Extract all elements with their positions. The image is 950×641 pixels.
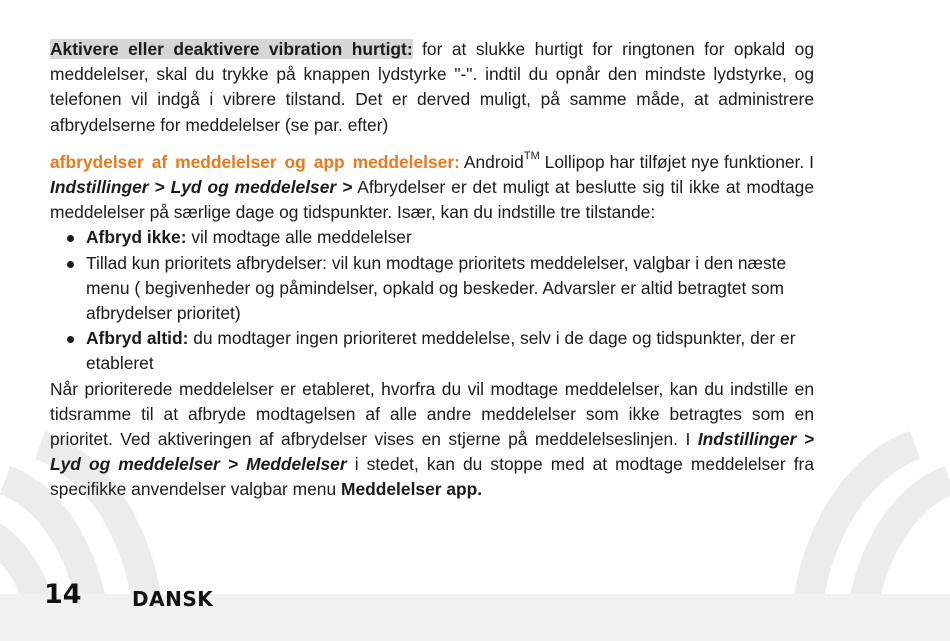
modes-list [50, 225, 814, 376]
settings-path: Indstillinger > Lyd og meddelelser > Meddelelser [50, 429, 815, 475]
settings-path: Indstillinger > Lyd og meddelelser > [50, 177, 353, 198]
list-item: Afbryd altid: du modtager ingen prioriteret meddelelse, selv i de dage og tidspunkter, der er etableret [86, 326, 814, 376]
bullet-icon [67, 336, 74, 343]
paragraph-vibration [50, 37, 814, 138]
list-item: Tillad kun prioritets afbrydelser: vil kun modtage prioritets meddelelser, valgbar i den næste menu ( begivenheder og påmindelser, opkald og beskeder. Advarsler er altid betragtet som afbrydelser prioritet) [86, 251, 814, 327]
language-label: DANSK [132, 587, 214, 611]
bullet-icon [67, 235, 74, 242]
bullet-icon [67, 261, 74, 268]
paragraph-interruptions: afbrydelser af meddelelser og app meddelelser: Android™ Lollipop har tilføjet nye funktioner. I Indstillinger > Lyd og meddelelser > Afbrydelser er det muligt at beslutte sig til ikke at modtage meddelelser på særlige dage og tidspunkter. Især, kan du indstille tre tilstande: [50, 149, 815, 223]
vibration-heading: Aktivere eller deaktivere vibration hurtigt: [50, 39, 413, 59]
interruptions-heading: afbrydelser af meddelelser og app meddelelser: [50, 151, 460, 172]
page-number: 14 [44, 579, 82, 610]
trademark-symbol: TM [523, 149, 540, 162]
vibration-text: for at slukke hurtigt for ringtonen for opkald og meddelelser, skal du trykke på knappen lydstyrke "-". indtil du opnår den mindste lydstyrke, og telefonen vil indgå i vibrere tilstand. Det er derved muligt, på samme måde, at administrere afbrydelserne for meddelelser (se par. efter) [50, 39, 814, 135]
paragraph-priority: Når prioriterede meddelelser er etableret, hvorfra du vil modtage meddelelser, kan du indstille en tidsramme til at afbryde modtagelsen af alle andre meddelelser som ikke betragtes som en prioritet. Ved aktiveringen af afbrydelser vises en stjerne på meddelelseslinjen. I Indstillinger > Lyd og meddelelser > Meddelelser i stedet, kan du stoppe med at modtage meddelelser fra specifikke anvendelser valgbar menu Meddelelser app. [50, 378, 815, 500]
document-body [50, 37, 814, 503]
menu-name: Meddelelser app. [340, 479, 483, 500]
list-item: Afbryd ikke: vil modtage alle meddelelser [86, 225, 814, 250]
